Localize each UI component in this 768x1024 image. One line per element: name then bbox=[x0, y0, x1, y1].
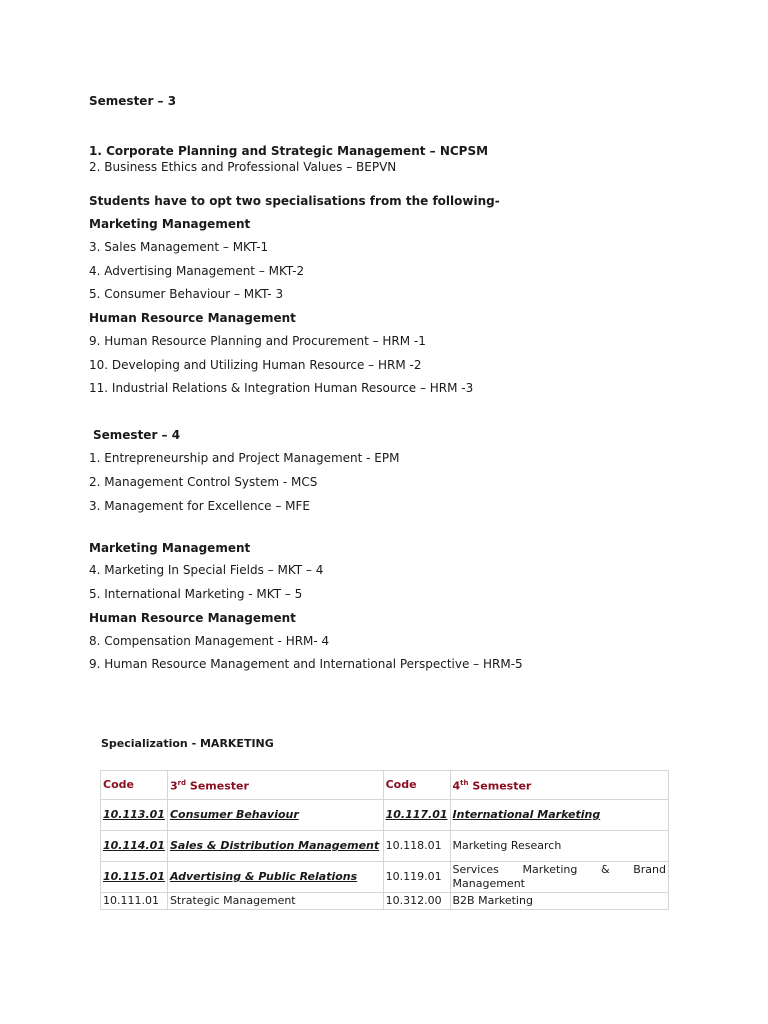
subject-cell bbox=[450, 862, 668, 893]
sem3-heading: Semester – 3 bbox=[89, 94, 177, 108]
sem4-sup: th bbox=[460, 779, 469, 788]
subject-cell: Marketing Research bbox=[450, 831, 668, 862]
sem4-mkt-heading: Marketing Management bbox=[89, 541, 251, 555]
sem3-mkt-3: 5. Consumer Behaviour – MKT- 3 bbox=[89, 287, 284, 301]
subject-link[interactable]: International Marketing bbox=[450, 800, 668, 831]
spec-table bbox=[100, 770, 669, 910]
subject-cell: B2B Marketing bbox=[450, 893, 668, 910]
sem3-core-2: 2. Business Ethics and Professional Values – BEPVN bbox=[89, 160, 397, 174]
header-code-2: Code bbox=[383, 771, 450, 800]
code-cell: 10.119.01 bbox=[383, 862, 450, 893]
subject-line-1: Services Marketing & Brand bbox=[452, 863, 666, 876]
sem4-label: Semester bbox=[468, 779, 532, 793]
subject-link[interactable]: Advertising & Public Relations bbox=[167, 862, 383, 893]
subject-link[interactable]: Consumer Behaviour bbox=[167, 800, 383, 831]
code-link[interactable]: 10.115.01 bbox=[101, 862, 168, 893]
header-code-1: Code bbox=[101, 771, 168, 800]
sem3-hrm-heading: Human Resource Management bbox=[89, 311, 296, 325]
header-sem3 bbox=[167, 771, 383, 800]
table-header-row bbox=[101, 771, 669, 800]
sem4-mkt-2: 5. International Marketing - MKT – 5 bbox=[89, 587, 303, 601]
opt-note: Students have to opt two specialisations from the following- bbox=[89, 194, 500, 208]
sem4-hrm-heading: Human Resource Management bbox=[89, 611, 296, 625]
sem4-core-1: 1. Entrepreneurship and Project Management - EPM bbox=[89, 451, 400, 465]
code-cell: 10.312.00 bbox=[383, 893, 450, 910]
code-link[interactable]: 10.117.01 bbox=[383, 800, 450, 831]
subject-link[interactable]: Sales & Distribution Management bbox=[167, 831, 383, 862]
sem3-num: 3 bbox=[169, 779, 178, 793]
spec-title: Specialization - MARKETING bbox=[101, 737, 274, 750]
sem3-mkt-2: 4. Advertising Management – MKT-2 bbox=[89, 264, 305, 278]
code-link[interactable]: 10.114.01 bbox=[101, 831, 168, 862]
subject-cell: Strategic Management bbox=[167, 893, 383, 910]
sem3-label: Semester bbox=[186, 779, 249, 793]
sem3-hrm-2: 10. Developing and Utilizing Human Resource – HRM -2 bbox=[89, 358, 422, 372]
sem4-mkt-1: 4. Marketing In Special Fields – MKT – 4 bbox=[89, 563, 324, 577]
subject-line-2: Management bbox=[452, 877, 525, 890]
sem4-core-2: 2. Management Control System - MCS bbox=[89, 475, 318, 489]
sem4-hrm-1: 8. Compensation Management - HRM- 4 bbox=[89, 634, 330, 648]
sem3-hrm-3: 11. Industrial Relations & Integration Human Resource – HRM -3 bbox=[89, 381, 474, 395]
sem3-core-1: 1. Corporate Planning and Strategic Management – NCPSM bbox=[89, 144, 489, 158]
code-cell: 10.111.01 bbox=[101, 893, 168, 910]
table-row bbox=[101, 800, 669, 831]
code-link[interactable]: 10.113.01 bbox=[101, 800, 168, 831]
sem3-hrm-1: 9. Human Resource Planning and Procurement – HRM -1 bbox=[89, 334, 426, 348]
sem4-num: 4 bbox=[452, 779, 461, 793]
sem4-hrm-2: 9. Human Resource Management and International Perspective – HRM-5 bbox=[89, 657, 523, 671]
table-row bbox=[101, 893, 669, 910]
sem4-core-3: 3. Management for Excellence – MFE bbox=[89, 499, 310, 513]
table-row bbox=[101, 862, 669, 893]
sem3-mkt-1: 3. Sales Management – MKT-1 bbox=[89, 240, 269, 254]
code-cell: 10.118.01 bbox=[383, 831, 450, 862]
sem3-sup: rd bbox=[177, 779, 187, 788]
header-sem4 bbox=[450, 771, 668, 800]
table-row bbox=[101, 831, 669, 862]
sem4-heading: Semester – 4 bbox=[93, 428, 181, 442]
sem3-mkt-heading: Marketing Management bbox=[89, 217, 251, 231]
